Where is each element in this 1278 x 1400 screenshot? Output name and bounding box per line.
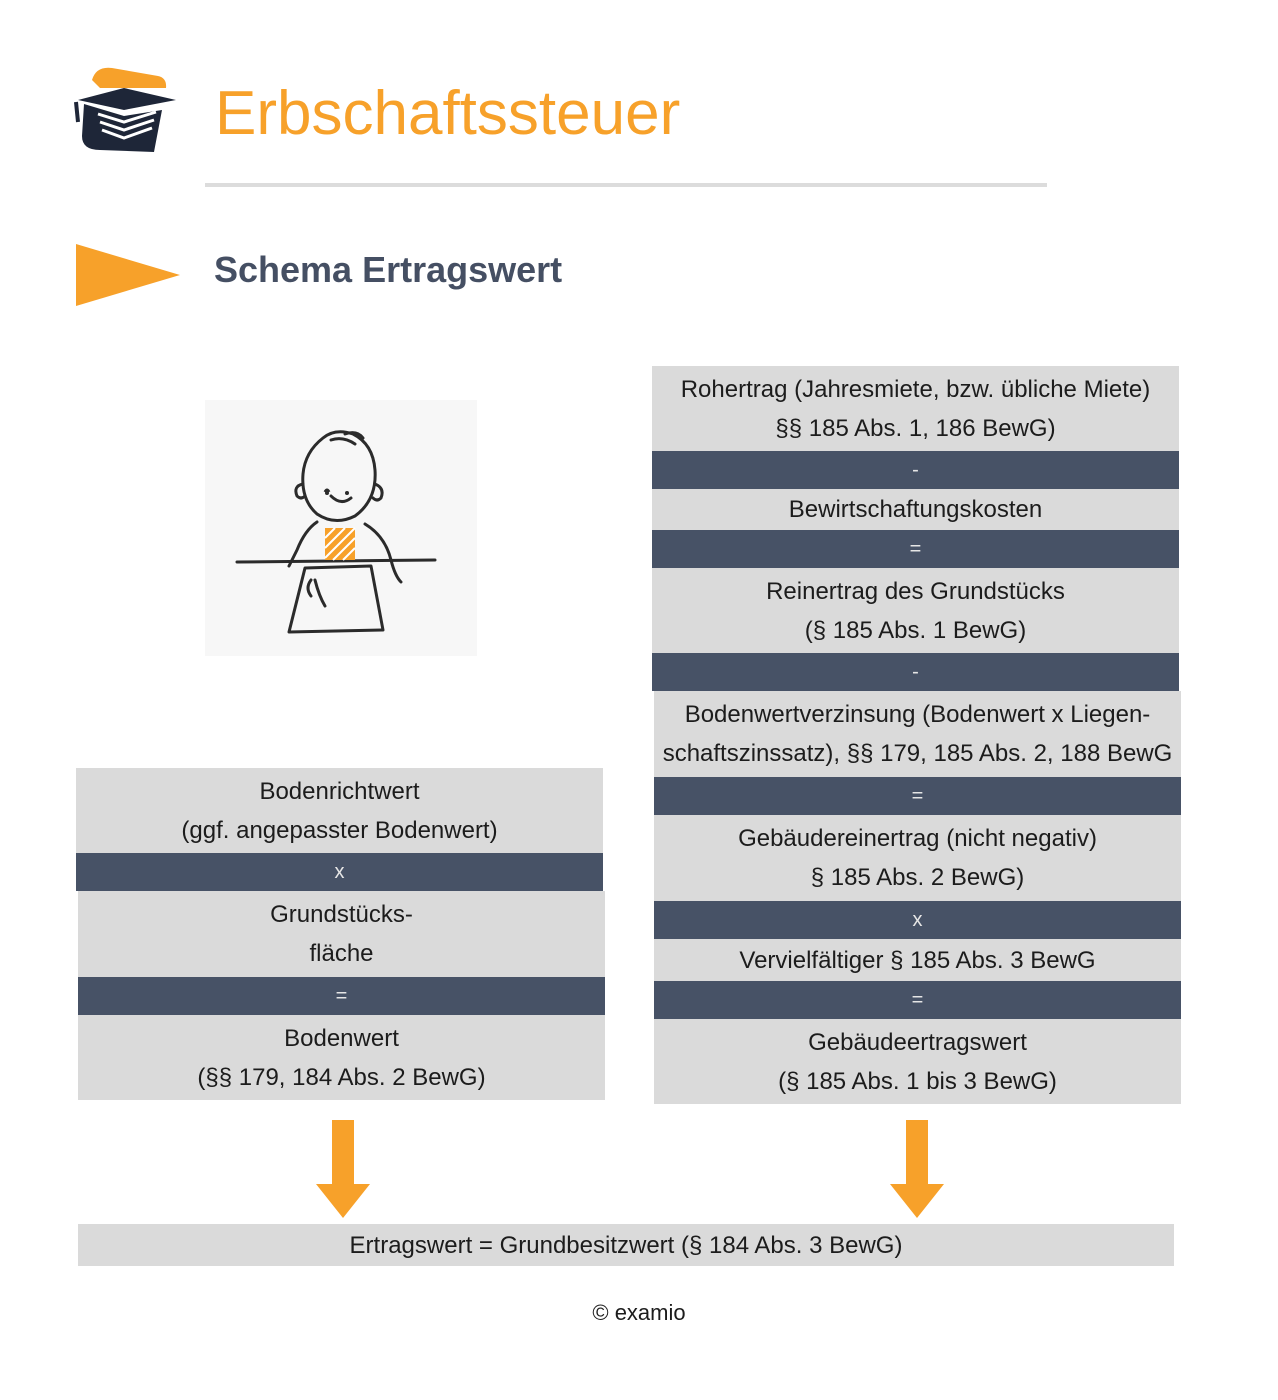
operator-equals: = (654, 981, 1181, 1019)
bewirtschaftung-line1: Bewirtschaftungskosten (788, 496, 1043, 523)
bodenrichtwert-line2: (ggf. angepasster Bodenwert) (181, 816, 498, 844)
verzinsung-line2: schaftszinssatz), §§ 179, 185 Abs. 2, 188 BewG (662, 740, 1173, 767)
operator-equals: = (78, 977, 605, 1015)
operator-minus: - (652, 653, 1179, 691)
vervielfaeltiger-box (654, 939, 1181, 981)
result-box (78, 1224, 1174, 1266)
graduation-cap-book-icon (72, 66, 180, 158)
flaeche-line2: fläche (309, 940, 374, 967)
reinertrag-line2: (§ 185 Abs. 1 BewG) (804, 616, 1027, 644)
gebaeudereinertrag-line1: Gebäudereinertrag (nicht negativ) (738, 825, 1097, 852)
operator-minus: - (652, 451, 1179, 489)
gebaeudereinertrag-line2: § 185 Abs. 2 BewG) (810, 864, 1025, 891)
result-text: Ertragswert = Grundbesitzwert (§ 184 Abs. 3 BewG) (349, 1231, 903, 1259)
operator-equals: = (654, 777, 1181, 815)
writing-person-sketch (205, 400, 477, 656)
orange-arrow-icon (76, 244, 182, 308)
reinertrag-box (652, 568, 1179, 653)
down-arrow-icon (316, 1120, 370, 1220)
bewirtschaftungskosten-box (652, 489, 1179, 530)
operator-equals: = (652, 530, 1179, 568)
flaeche-line1: Grundstücks- (270, 901, 413, 928)
rohertrag-line2: §§ 185 Abs. 1, 186 BewG) (775, 414, 1056, 442)
gebaeudeertragswert-line1: Gebäudeertragswert (808, 1028, 1027, 1056)
vervielfaeltiger-line1: Vervielfältiger § 185 Abs. 3 BewG (739, 946, 1096, 974)
gebaeudeertragswert-box (654, 1019, 1181, 1104)
operator-multiply: x (76, 853, 603, 891)
down-arrow-icon (890, 1120, 944, 1220)
bodenwert-line1: Bodenwert (284, 1024, 399, 1052)
verzinsung-line1: Bodenwertverzinsung (Bodenwert x Liegen- (684, 701, 1151, 728)
bodenrichtwert-line1: Bodenrichtwert (259, 777, 420, 805)
gebaeudereinertrag-box (654, 815, 1181, 901)
rohertrag-line1: Rohertrag (Jahresmiete, bzw. übliche Miete) (680, 375, 1151, 403)
bodenwert-box (78, 1015, 605, 1100)
title-divider (205, 183, 1047, 187)
section-subtitle: Schema Ertragswert (214, 249, 563, 290)
page-title: Erbschaftssteuer (215, 79, 681, 148)
reinertrag-line1: Reinertrag des Grundstücks (766, 577, 1065, 605)
bodenrichtwert-box (76, 768, 603, 853)
operator-multiply: x (654, 901, 1181, 939)
bodenwertverzinsung-box (654, 691, 1181, 777)
rohertrag-box (652, 366, 1179, 451)
bodenwert-line2: (§§ 179, 184 Abs. 2 BewG) (197, 1063, 486, 1091)
gebaeudeertragswert-line2: (§ 185 Abs. 1 bis 3 BewG) (778, 1067, 1057, 1095)
copyright-footer: © examio (592, 1300, 686, 1325)
grundstuecksflaeche-box (78, 891, 605, 977)
